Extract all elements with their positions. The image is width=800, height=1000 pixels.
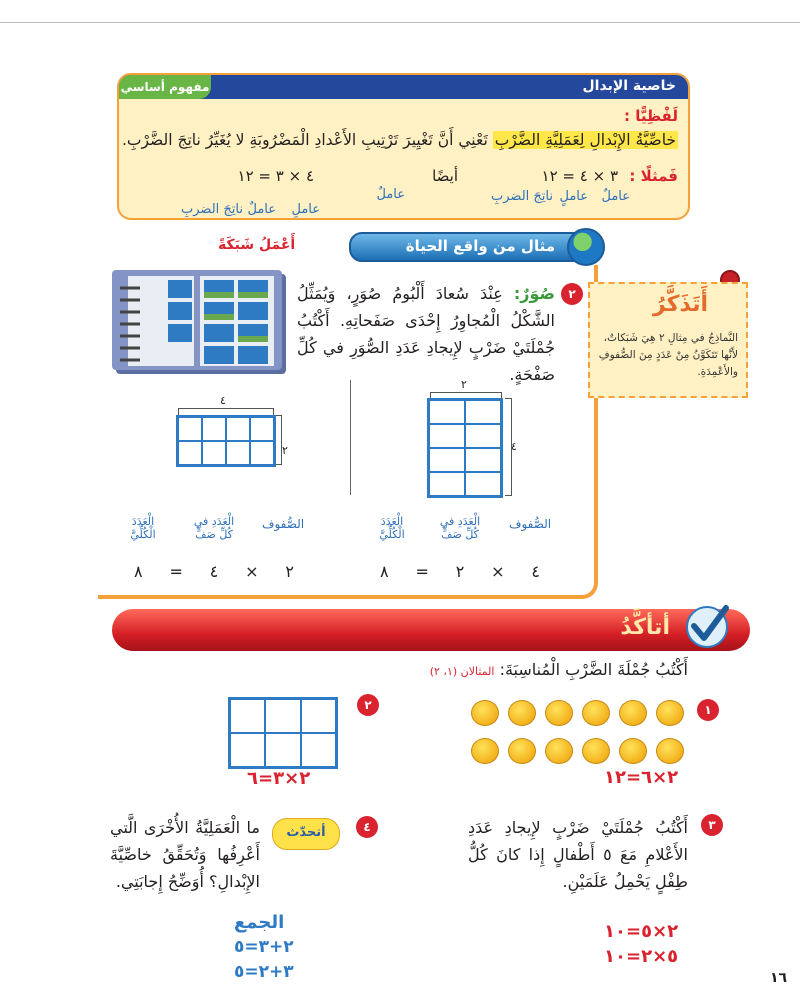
factor-label-5: عاملٌ (247, 202, 276, 217)
instruction (430, 660, 688, 679)
right-grid (427, 398, 503, 498)
left-eq-b: ٤ (209, 562, 219, 581)
factor-label-3: عاملٌ (376, 187, 405, 202)
left-eq-a: ٢ (285, 562, 294, 581)
words-text (121, 131, 678, 149)
q3-text: أَكْتُبُ جُمْلَتَيْ ضَرْبٍ لإِيجادِ عَدَدِ الأَعْلامِ مَعَ ٥ أَطْفالٍ إِذا كانَ كُلُّ طِفْلٍ يَحْمِلُ عَلَمَيْنِ. (468, 818, 689, 891)
example-header-title: مثال من واقع الحياة (405, 237, 555, 255)
remember-note (588, 282, 748, 398)
example-2-number: ٢ (561, 283, 583, 305)
coin (471, 700, 499, 726)
left-col-per-row: الْعَدَدِ في كُلِّ صَفٍّ (193, 515, 235, 541)
left-grid-top-label: ٤ (220, 394, 226, 407)
right-grid-top-label: ٢ (461, 378, 467, 391)
coin (656, 738, 684, 764)
coin (619, 738, 647, 764)
instruction-ref: المثالان (١، ٢) (429, 665, 495, 678)
page-number: ١٦ (770, 970, 788, 986)
q3-answer-2: ٥×٢=١٠ (604, 946, 679, 967)
left-grid-side-label: ٢ (282, 444, 288, 457)
coin (656, 700, 684, 726)
coin-grid (472, 700, 684, 764)
q4-number: ٤ (356, 816, 378, 838)
right-eq-a: ٤ (531, 562, 540, 581)
left-col-rows: الصُّفوف (262, 517, 305, 531)
photo-album-image (108, 268, 290, 380)
left-equation (134, 562, 294, 581)
concept-header (119, 75, 688, 99)
q2-number: ٢ (357, 694, 379, 716)
coin (619, 700, 647, 726)
product-label-2: ناتِجَ الضربِ (181, 202, 243, 217)
real-world-example-header (349, 232, 603, 262)
coin (582, 700, 610, 726)
example-divider (350, 380, 351, 495)
example-2-label: صُوَرٌ: (513, 284, 555, 303)
example-2-body: عِنْدَ سُعادَ أَلْبُومُ صُوَرٍ، وَيُمَثِّلُ الشَّكْلُ الْمُجاوِرُ إِحْدَى صَفَحاتِهِ. أَكْتُبُ جُمْلَتَيْ ضَرْبٍ لإِيجادِ عَدَدِ الصُّوَرِ في كُلِّ صَفْحَةٍ. (297, 284, 555, 384)
factor-label-4: عاملٍ (291, 202, 320, 217)
remember-body: النَّماذِجُ في مِثالِ ٢ هِيَ شَبَكاتٌ، لأَنَّها تَتَكَوَّنُ مِنْ عَدَدٍ مِنَ الصُّفوفِ والأَعْمِدَةِ. (598, 332, 738, 378)
right-eq-b: ٢ (455, 562, 465, 581)
words-highlight: خاصِّيَّةُ الإِبْدالِ لِعَمَلِيَّةِ الضَّرْبِ (494, 131, 676, 149)
right-grid-side-label: ٤ (511, 440, 517, 453)
concept-badge: مفهوم أساسي (119, 75, 211, 99)
factor-label-2: عاملٍ (559, 189, 588, 204)
instruction-text: أَكْتُبُ جُمْلَةَ الضَّرْبِ الْمُناسِبَةَ: (499, 660, 688, 679)
right-col-total: الْعَدَدَ الْكُلِّيَّ (379, 515, 405, 541)
q4-answer-title: الجمع (234, 912, 285, 933)
left-grid-side-brace (276, 415, 282, 465)
top-rule (0, 22, 800, 23)
right-eq-eq: = (415, 562, 429, 581)
check-title: أتأكَّدُ (620, 615, 670, 640)
q4-text: ما الْعَمَلِيَّةُ الأُخْرَى الَّتي أَعْرِفُها وَتُحَقِّقُ خاصِّيَّةَ الإِبْدالِ؟ أُوَضِّحُ إِجابَتِي. (110, 818, 260, 891)
q4-answer-1: ٢+٣=٥ (234, 937, 294, 957)
q2-answer: ٢×٣=٦ (247, 768, 311, 789)
checkmark-icon (682, 600, 732, 650)
right-col-rows: الصُّفوف (509, 517, 552, 531)
right-eq-result: ٨ (380, 562, 389, 581)
left-eq-eq: = (169, 562, 183, 581)
example-2-text (297, 280, 555, 388)
globe-icon (567, 228, 605, 266)
q4-answer-2: ٣+٢=٥ (234, 962, 294, 982)
coin (582, 738, 610, 764)
key-concept-box (117, 73, 690, 220)
left-grid-top-brace (178, 408, 274, 415)
q1-number: ١ (697, 699, 719, 721)
q1-answer: ٢×٦=١٢ (604, 767, 679, 788)
concept-eq2: ٣ × ٤ = ١٢ (541, 167, 618, 185)
check-banner (112, 609, 750, 651)
left-grid (176, 415, 276, 467)
work-net-label: أَعْمَلُ شَبَكَةً (218, 237, 296, 253)
remember-title: أَتَذَكَّرُ (653, 292, 708, 317)
concept-title: خاصية الإبدال (582, 78, 676, 94)
words-label: لَفْظِيًّا : (623, 107, 678, 125)
words-rest: تَعْنِي أَنَّ تَغْيِيرَ تَرْتِيبِ الأَعْدادِ الْمَضْرُوبَةِ لا يُغَيِّرُ ناتِجَ الضَّرْبِ. (121, 131, 493, 149)
product-label-1: ناتِجَ الضربِ (491, 189, 553, 204)
concept-eq1: ٤ × ٣ = ١٢ (237, 167, 314, 185)
left-col-total: الْعَدَدَ الْكُلِّيَّ (130, 515, 156, 541)
left-eq-result: ٨ (134, 562, 143, 581)
q2-grid (228, 697, 338, 769)
coin (545, 738, 573, 764)
concept-also: أيضًا (432, 167, 458, 185)
coin (471, 738, 499, 764)
left-eq-op: × (245, 562, 259, 581)
coin (545, 700, 573, 726)
right-col-per-row: الْعَدَدِ في كُلِّ صَفٍّ (439, 515, 481, 541)
coin (508, 738, 536, 764)
coin (508, 700, 536, 726)
q3-answer-1: ٢×٥=١٠ (604, 921, 679, 942)
right-eq-op: × (491, 562, 505, 581)
factor-label-1: عاملٌ (601, 189, 630, 204)
talk-badge: أتحدّث (272, 818, 340, 850)
right-equation (380, 562, 540, 581)
q3-number: ٣ (701, 814, 723, 836)
example-label: فَمثلًا : (629, 167, 678, 185)
